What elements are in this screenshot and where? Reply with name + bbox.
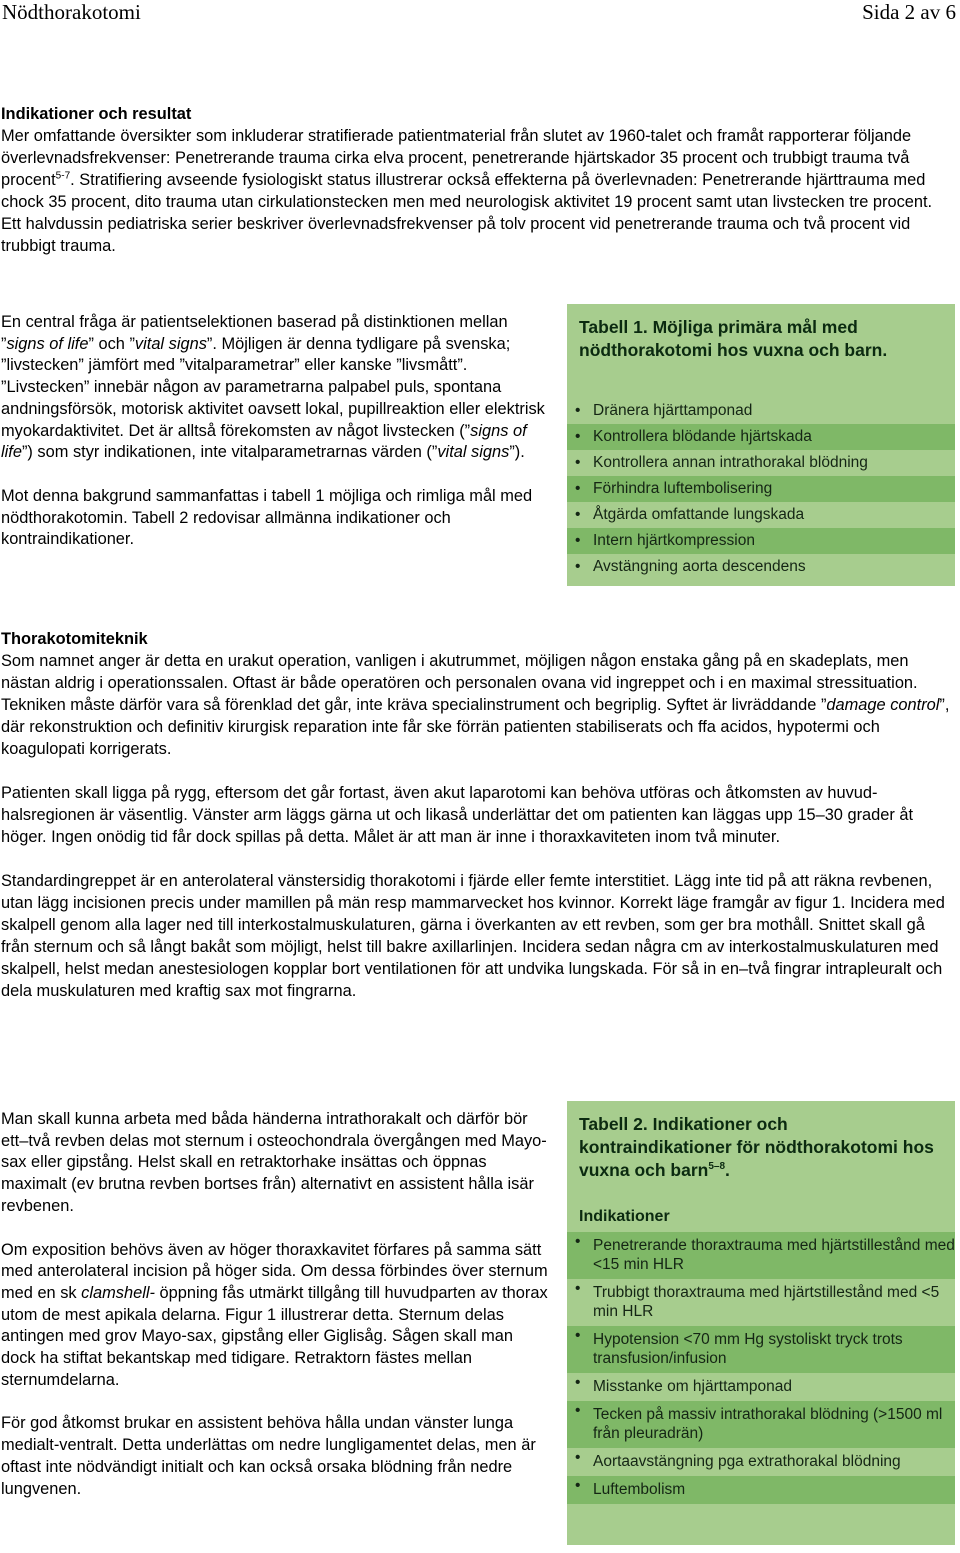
table-2-image	[567, 1101, 955, 1545]
section-heading: Indikationer och resultat	[1, 105, 192, 123]
table-title: Tabell 1. Möjliga primära mål med nödthorakotomi hos vuxna och barn.	[579, 317, 888, 360]
paragraph: Patienten skall ligga på rygg, eftersom det går fortast, även akut laparotomi kan behöva utföras och åtkomsten av huvud-halsregionen är väsentlig. Vänster arm läggs gärna ut och likaså underlättar det om patienten kan läggas upp 15–30 grader åt höger. Ingen onödig tid får dock spillas på detta. Målet är att man är inne i thoraxkaviteten inom två minuter.	[1, 784, 914, 846]
list-item: • Dränera hjärttamponad	[567, 398, 955, 424]
list-item: • Luftembolism	[567, 1476, 955, 1504]
list-item: • Tecken på massiv intrathorakal blödning (>1500 ml från pleuradrän)	[567, 1401, 955, 1448]
section-heading: Thorakotomiteknik	[1, 630, 148, 648]
paragraph: Mot denna bakgrund sammanfattas i tabell 1 möjliga och rimliga mål med nödthorakotomin. Tabell 2 redovisar allmänna indikationer och kontraindikationer.	[1, 486, 533, 549]
paragraph: En central fråga är patientselektionen baserad på distinktionen mellan ”signs of life” och ”vital signs”. Möjligen är denna tydligare på svenska; ”livstecken” jämfört med ”vitalparametrar” eller kanske ”livsmått”. ”Livstecken” innebär någon av parametrarna palpabel puls, spontana andningsförsök, motorisk aktivitet oavsett lokal, pupillreaktion eller elektrisk myokardaktivitet. Det är alltså förekomsten av något livstecken (”signs of life”) som styr indikationen, inte vitalparametrarnas värden (”vital signs”).	[1, 313, 545, 462]
page-header-title: Nödthorakotomi	[2, 0, 141, 24]
section-indikationer	[1, 103, 956, 257]
list-item: • Kontrollera blödande hjärtskada	[567, 424, 955, 450]
page-number: Sida 2 av 6	[862, 0, 956, 24]
paragraph: Som namnet anger är detta en urakut operation, vanligen i akutrummet, möjligen någon enstaka gång på en skadeplats, men nästan aldrig i operationssalen. Oftast är både operatören och personalen ovana vid ingreppet och i en maximal stressituation. Tekniken måste därför vara så förenklad det går, inte kräva specialinstrument och begriplig. Syftet är livräddande ”damage control”, där rekonstruktion och definitiv kirurgisk reparation inte får ske förrän patienten stabiliserats och ffa acidos, hypotermi och koagulopati korrigerats.	[1, 652, 950, 758]
table-title: Tabell 2. Indikationer och kontraindikationer för nödthorakotomi hos vuxna och barn$^{5-8}$.	[579, 1114, 934, 1180]
list-item: • Kontrollera annan intrathorakal blödning	[567, 450, 955, 476]
section-patientselektion	[1, 312, 549, 551]
reference-superscript: 5-7	[55, 170, 71, 182]
list-item: • Hypotension <70 mm Hg systoliskt tryck trots transfusion/infusion	[567, 1326, 955, 1373]
section-exposition	[1, 1109, 549, 1500]
list-item: • Förhindra luftembolisering	[567, 476, 955, 502]
paragraph: Mer omfattande översikter som inkluderar stratifierade patientmaterial från slutet av 1960-talet och framåt rapporterar följande överlevnadsfrekvenser: Penetrerande trauma cirka elva procent, penetrerande hjärtskador 35 procent och trubbigt trauma två procent$^{5-7}$. Stratifiering avseende fysiologiskt status illustrerar också effekterna på överlevnaden: Penetrerande hjärttrauma med chock 35 procent, dito trauma utan cirkulationstecken men med neurologisk aktivitet 19 procent samt utan livstecken tre procent. Ett halvdussin pediatriska serier beskriver överlevnadsfrekvenser på tolv procent vid penetrerande trauma och två procent vid trubbigt trauma.	[1, 127, 933, 255]
section-thorakotomiteknik	[1, 628, 956, 1002]
table-list	[567, 398, 955, 580]
paragraph: Man skall kunna arbeta med båda händerna intrathorakalt och därför bör ett–två revben delas mot sternum i osteochondrala övergången med Mayo-sax eller gipstång. Helst skall en retraktorhake insättas och öppnas maximalt (ev brutna revben bortses från) alternativt en assistent hålla isär revbenen.	[1, 1110, 547, 1215]
table-1-image	[567, 304, 955, 586]
list-item: • Åtgärda omfattande lungskada	[567, 502, 955, 528]
table-subheading: Indikationer	[579, 1208, 670, 1225]
paragraph: Om exposition behövs även av höger thoraxkavitet förfares på samma sätt med anterolateral incision på höger sida. Om dessa förbindes över sternum med en sk clamshell- öppning fås utmärkt tillgång till huvudparten av thorax utom de mest apikala delarna. Figur 1 illustrerar detta. Sternum delas antingen med grov Mayo-sax, gipstång eller Giglisåg. Sågen skall man dock ha stiftat bekantskap med tidigare. Retraktorn fästes mellan sternumdelarna.	[1, 1240, 548, 1389]
paragraph: För god åtkomst brukar en assistent behöva hålla undan vänster lunga medialt-ventralt. Detta underlättas om nedre lungligamentet delas, men är oftast inte nödvändigt initialt och kan också orsaka blödning från nedre lungvenen.	[1, 1414, 536, 1498]
list-item: • Trubbigt thoraxtrauma med hjärtstillestånd med <5 min HLR	[567, 1279, 955, 1326]
list-item: • Aortaavstängning pga extrathorakal blödning	[567, 1448, 955, 1476]
list-item: • Intern hjärtkompression	[567, 528, 955, 554]
paragraph: Standardingreppet är en anterolateral vänstersidig thorakotomi i fjärde eller femte interstitiet. Lägg inte tid på att räkna revbenen, utan lägg incisionen precis under mamillen på män resp mammarvecket hos kvinnor. Korrekt läge framgår av figur 1. Incidera med skalpell genom alla lager ned till interkostalmuskulaturen, gärna i överkanten av ett revben, som ger bra mothåll. Snittet skall gå från sternum och så långt bakåt som möjligt, helst till bakre axillarlinjen. Incidera sedan några cm av interkostalmuskulaturen med skalpell, helst medan anestesiologen kopplar bort ventilationen för att undvika lungskada. För så in en–två fingrar intrapleuralt och dela muskulaturen med kraftig sax mot fingrarna.	[1, 872, 945, 1000]
table-list	[567, 1232, 955, 1504]
list-item: • Misstanke om hjärttamponad	[567, 1373, 955, 1401]
list-item: • Avstängning aorta descendens	[567, 554, 955, 580]
list-item: • Penetrerande thoraxtrauma med hjärtstillestånd med <15 min HLR	[567, 1232, 955, 1279]
